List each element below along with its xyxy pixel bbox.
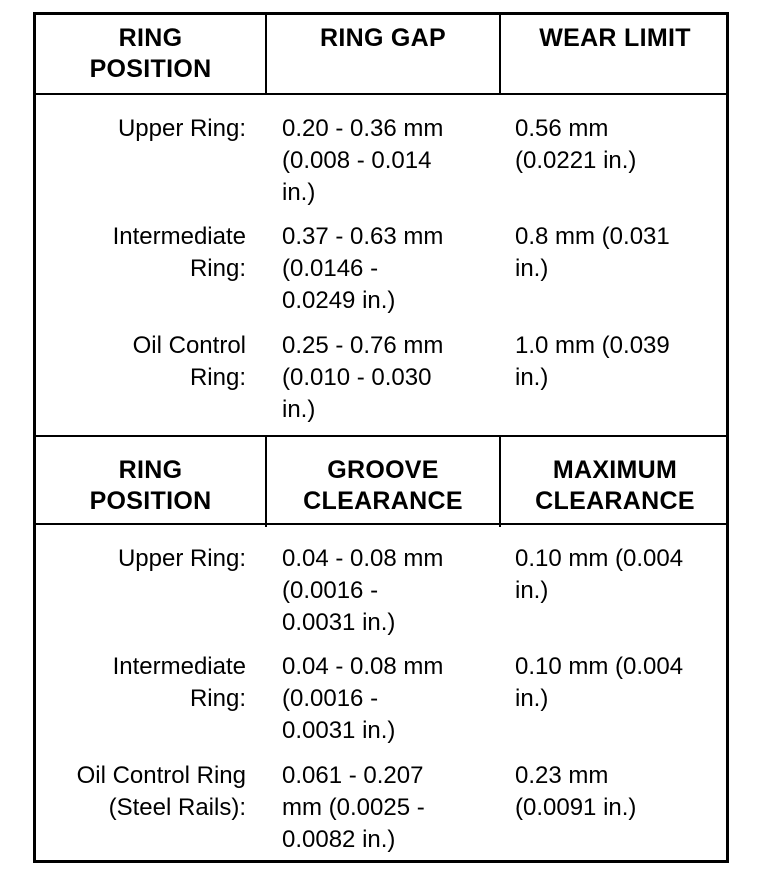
row-maximum-clearance: 0.10 mm (0.004 in.) bbox=[515, 653, 684, 712]
row-ring-gap: 0.25 - 0.76 mm (0.010 - 0.030 in.) bbox=[282, 332, 444, 423]
header-rule bbox=[36, 523, 726, 525]
header-ring-gap: RING GAP bbox=[319, 24, 447, 52]
row-ring-gap: 0.37 - 0.63 mm (0.0146 - 0.0249 in.) bbox=[282, 223, 444, 314]
header-ring-position: RING POSITION bbox=[89, 456, 212, 515]
header-wear-limit: WEAR LIMIT bbox=[539, 24, 691, 52]
row-position-label: Intermediate Ring: bbox=[112, 653, 246, 712]
row-position-label: Upper Ring: bbox=[117, 115, 246, 142]
row-maximum-clearance: 0.10 mm (0.004 in.) bbox=[515, 545, 684, 604]
row-groove-clearance: 0.04 - 0.08 mm (0.0016 - 0.0031 in.) bbox=[282, 653, 444, 744]
header-ring-position: RING POSITION bbox=[89, 24, 212, 83]
row-position-label: Intermediate Ring: bbox=[112, 223, 246, 282]
row-position-label: Upper Ring: bbox=[117, 545, 246, 572]
row-groove-clearance: 0.061 - 0.207 mm (0.0025 - 0.0082 in.) bbox=[282, 762, 425, 853]
row-wear-limit: 0.8 mm (0.031 in.) bbox=[515, 223, 670, 282]
spec-table-frame bbox=[33, 12, 729, 863]
row-position-label: Oil Control Ring: bbox=[132, 332, 246, 391]
header-groove-clearance: GROOVE CLEARANCE bbox=[303, 456, 463, 515]
row-position-label: Oil Control Ring (Steel Rails): bbox=[76, 762, 246, 821]
header-maximum-clearance: MAXIMUM CLEARANCE bbox=[535, 456, 695, 515]
header-rule bbox=[36, 93, 726, 95]
row-maximum-clearance: 0.23 mm (0.0091 in.) bbox=[515, 762, 637, 821]
section-rule bbox=[36, 435, 726, 437]
row-ring-gap: 0.20 - 0.36 mm (0.008 - 0.014 in.) bbox=[282, 115, 444, 206]
row-wear-limit: 0.56 mm (0.0221 in.) bbox=[515, 115, 637, 174]
row-groove-clearance: 0.04 - 0.08 mm (0.0016 - 0.0031 in.) bbox=[282, 545, 444, 636]
row-wear-limit: 1.0 mm (0.039 in.) bbox=[515, 332, 670, 391]
